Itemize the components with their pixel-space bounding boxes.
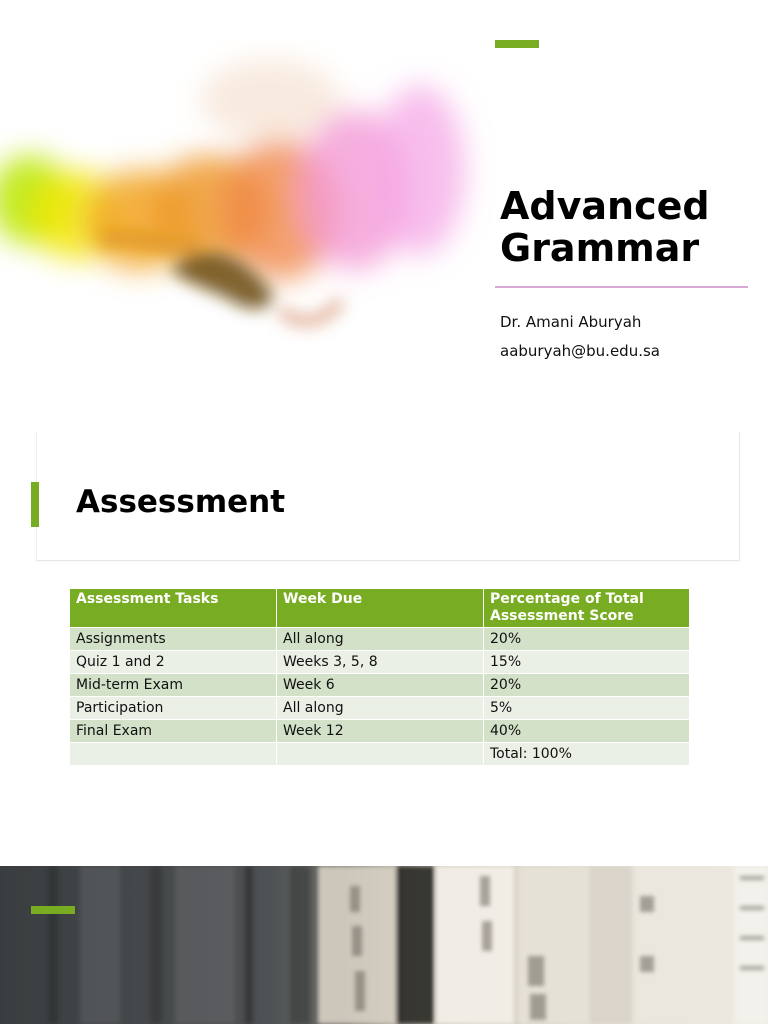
photo-slide xyxy=(0,866,768,1024)
open-book-pages-photo xyxy=(0,866,768,1024)
table-row xyxy=(70,697,689,720)
author-email: aaburyah@bu.edu.sa xyxy=(500,342,660,360)
table-cell: 15% xyxy=(484,651,690,674)
table-cell: 20% xyxy=(484,628,690,651)
table-cell: Week 6 xyxy=(277,674,484,697)
column-header: Assessment Tasks xyxy=(70,589,277,628)
table-cell: 5% xyxy=(484,697,690,720)
title-divider xyxy=(495,286,748,288)
table-cell xyxy=(277,743,484,766)
table-cell: Total: 100% xyxy=(484,743,690,766)
table-cell: Assignments xyxy=(70,628,277,651)
table-cell: Participation xyxy=(70,697,277,720)
slide-heading: Assessment xyxy=(76,484,286,520)
table-cell: Final Exam xyxy=(70,720,277,743)
table-row xyxy=(70,674,689,697)
table-row xyxy=(70,628,689,651)
heading-accent-bar xyxy=(31,482,39,527)
table-cell: All along xyxy=(277,697,484,720)
assessment-slide xyxy=(0,432,768,866)
author-name: Dr. Amani Aburyah xyxy=(500,313,642,331)
table-cell: 40% xyxy=(484,720,690,743)
table-cell xyxy=(70,743,277,766)
accent-bar xyxy=(495,40,539,48)
color-smoke-graphic xyxy=(0,40,500,400)
presentation-title: Advanced Grammar xyxy=(500,184,710,270)
assessment-table xyxy=(70,589,689,765)
table-cell: Week 12 xyxy=(277,720,484,743)
table-cell: 20% xyxy=(484,674,690,697)
table-row-total xyxy=(70,743,689,766)
title-slide xyxy=(0,0,768,432)
accent-bar xyxy=(31,906,75,914)
table-cell: Weeks 3, 5, 8 xyxy=(277,651,484,674)
column-header: Percentage of Total Assessment Score xyxy=(484,589,690,628)
table-cell: All along xyxy=(277,628,484,651)
table-cell: Quiz 1 and 2 xyxy=(70,651,277,674)
table-cell: Mid-term Exam xyxy=(70,674,277,697)
table-header-row xyxy=(70,589,689,628)
column-header: Week Due xyxy=(277,589,484,628)
table-row xyxy=(70,720,689,743)
table-row xyxy=(70,651,689,674)
